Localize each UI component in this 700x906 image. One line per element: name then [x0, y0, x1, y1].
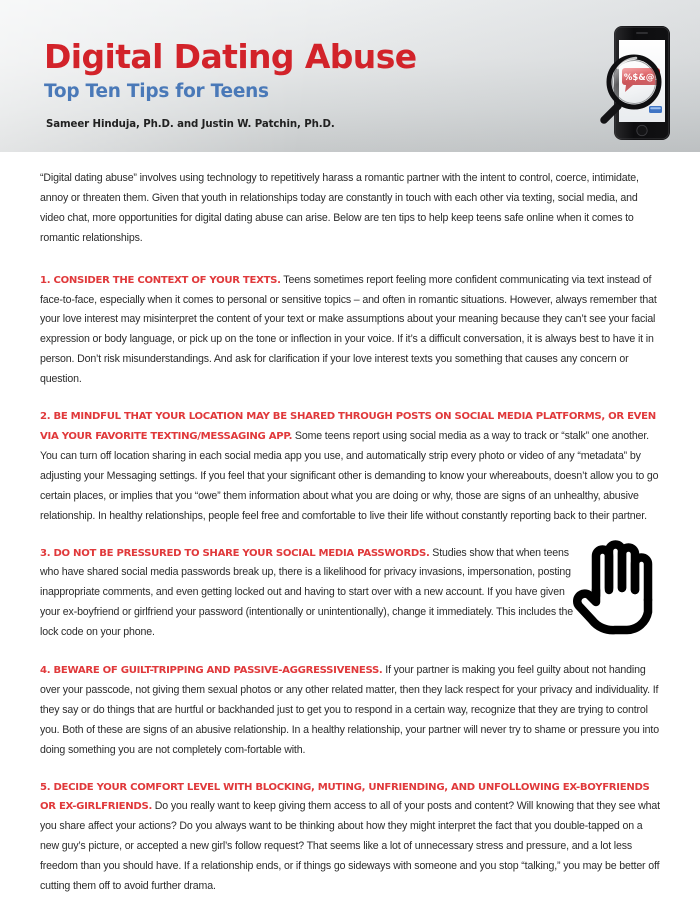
tip-body-4: If your partner is making you feel guilty about not handing over your passcode, not giving them sexual photos or any other related matter, then they lack respect for your privacy and individuality. If they say or do things that are hurtful or backhanded just to get you to respond in a certain way, recognize that they are trying to control you. Both of these are signs of an abusive relationship. In a healthy relationship, your partner will never try to shame or pressure you into doing something you are not completely com-fortable with.	[40, 664, 659, 756]
tip-item-1	[40, 271, 662, 390]
tip-body-2: Some teens report using social media as a way to track or “stalk” one another. You can turn off location sharing in each social media app you use, and automatically strip every photo or video of any “metadata” by adjusting your Messaging settings. If you feel that your significant other is demanding to know your whereabouts, doesn’t allow you to go certain places, or implies that you “owe” them information about what you are doing or why, those are signs of an unhealthy, abusive relationship. In healthy relationships, people feel free and comfortable to live their life without constantly reporting back to their partner.	[40, 429, 659, 522]
tip-item-2	[40, 407, 662, 526]
tip-3-text	[40, 544, 580, 644]
header-text-block	[44, 37, 417, 131]
tip-body-3: Studies show that when teens who have shared social media passwords break up, there is a likelihood for privacy invasions, impersonation, posting inappropriate comments, and even getting locked out and having to start over with a new account. If you have given your ex-boyfriend or girlfriend your password (intentionally or unintentionally), change it immediately. This includes the lock code on your phone.	[40, 546, 574, 639]
tip-heading-1: 1. CONSIDER THE CONTEXT OF YOUR TEXTS.	[40, 274, 281, 286]
smartphone-magnifier-graphic	[592, 20, 688, 146]
page-title: Digital Dating Abuse	[44, 37, 417, 76]
intro-paragraph: “Digital dating abuse” involves using technology to repetitively harass a romantic partner with the intent to control, coerce, intimidate, annoy or threaten them. Given that youth in relationships today are constantly in touch with each other via texting, social media, and video chat, more opportunities for digital dating abuse can arise. Below are ten tips to help keep teens safe online when it comes to romantic relationships.	[40, 172, 639, 244]
document-header	[0, 0, 700, 152]
author-byline: Sameer Hinduja, Ph.D. and Justin W. Patchin, Ph.D.	[46, 119, 335, 131]
tip-item-3	[40, 544, 662, 644]
tip-heading-3: 3. DO NOT BE PRESSURED TO SHARE YOUR SOCIAL MEDIA PASSWORDS.	[40, 547, 430, 559]
page-subtitle: Top Ten Tips for Teens	[44, 80, 269, 102]
tip-item-5	[40, 778, 662, 897]
tip-heading-2: 2. BE MINDFUL THAT YOUR LOCATION MAY BE SHARED THROUGH POSTS ON SOCIAL MEDIA PLATFORMS, OR EVEN VIA YOUR FAVORITE TEXTING/MESSAGING APP.	[40, 411, 656, 442]
tip-item-4	[40, 661, 662, 761]
tip-heading-5: 5. DECIDE YOUR COMFORT LEVEL WITH BLOCKING, MUTING, UNFRIENDING, AND UNFOLLOWING EX-BOYFRIENDS OR EX-GIRLFRIENDS.	[40, 781, 650, 813]
raised-hand-stop-icon	[570, 540, 662, 636]
tip-body-5: Do you really want to keep giving them access to all of your posts and content? Will knowing that they see what you share affect your actions? Do you always want to be thinking about how they might interpret the fact that you double-tapped on a new guy’s picture, or accepted a new girl’s follow request? That seems like a lot of unnecessary stress and pressure, and a lot less freedom than you should have. If a relationship ends, or if things go sideways with someone and you stop “talking,” you may be better off cutting them off to avoid further drama.	[40, 800, 660, 893]
tip-heading-4: 4. BEWARE OF GUILT-TRIPPING AND PASSIVE-AGGRESSIVENESS.	[40, 665, 383, 677]
tip-body-1: Teens sometimes report feeling more confident communicating via text instead of face-to-face, especially when it comes to personal or sensitive topics – and often in romantic situations. However, always remember that your love interest may misinterpret the content of your text or make assumptions about your meaning because they can’t see your facial expression or body language, or pick up on the tone or inflection in your voice. If it’s a difficult conversation, it is always best to have it in person. Don’t risk misunderstandings. And ask for clarification if your love interest texts you something that causes any concern or question.	[40, 273, 657, 386]
document-content	[0, 157, 700, 897]
